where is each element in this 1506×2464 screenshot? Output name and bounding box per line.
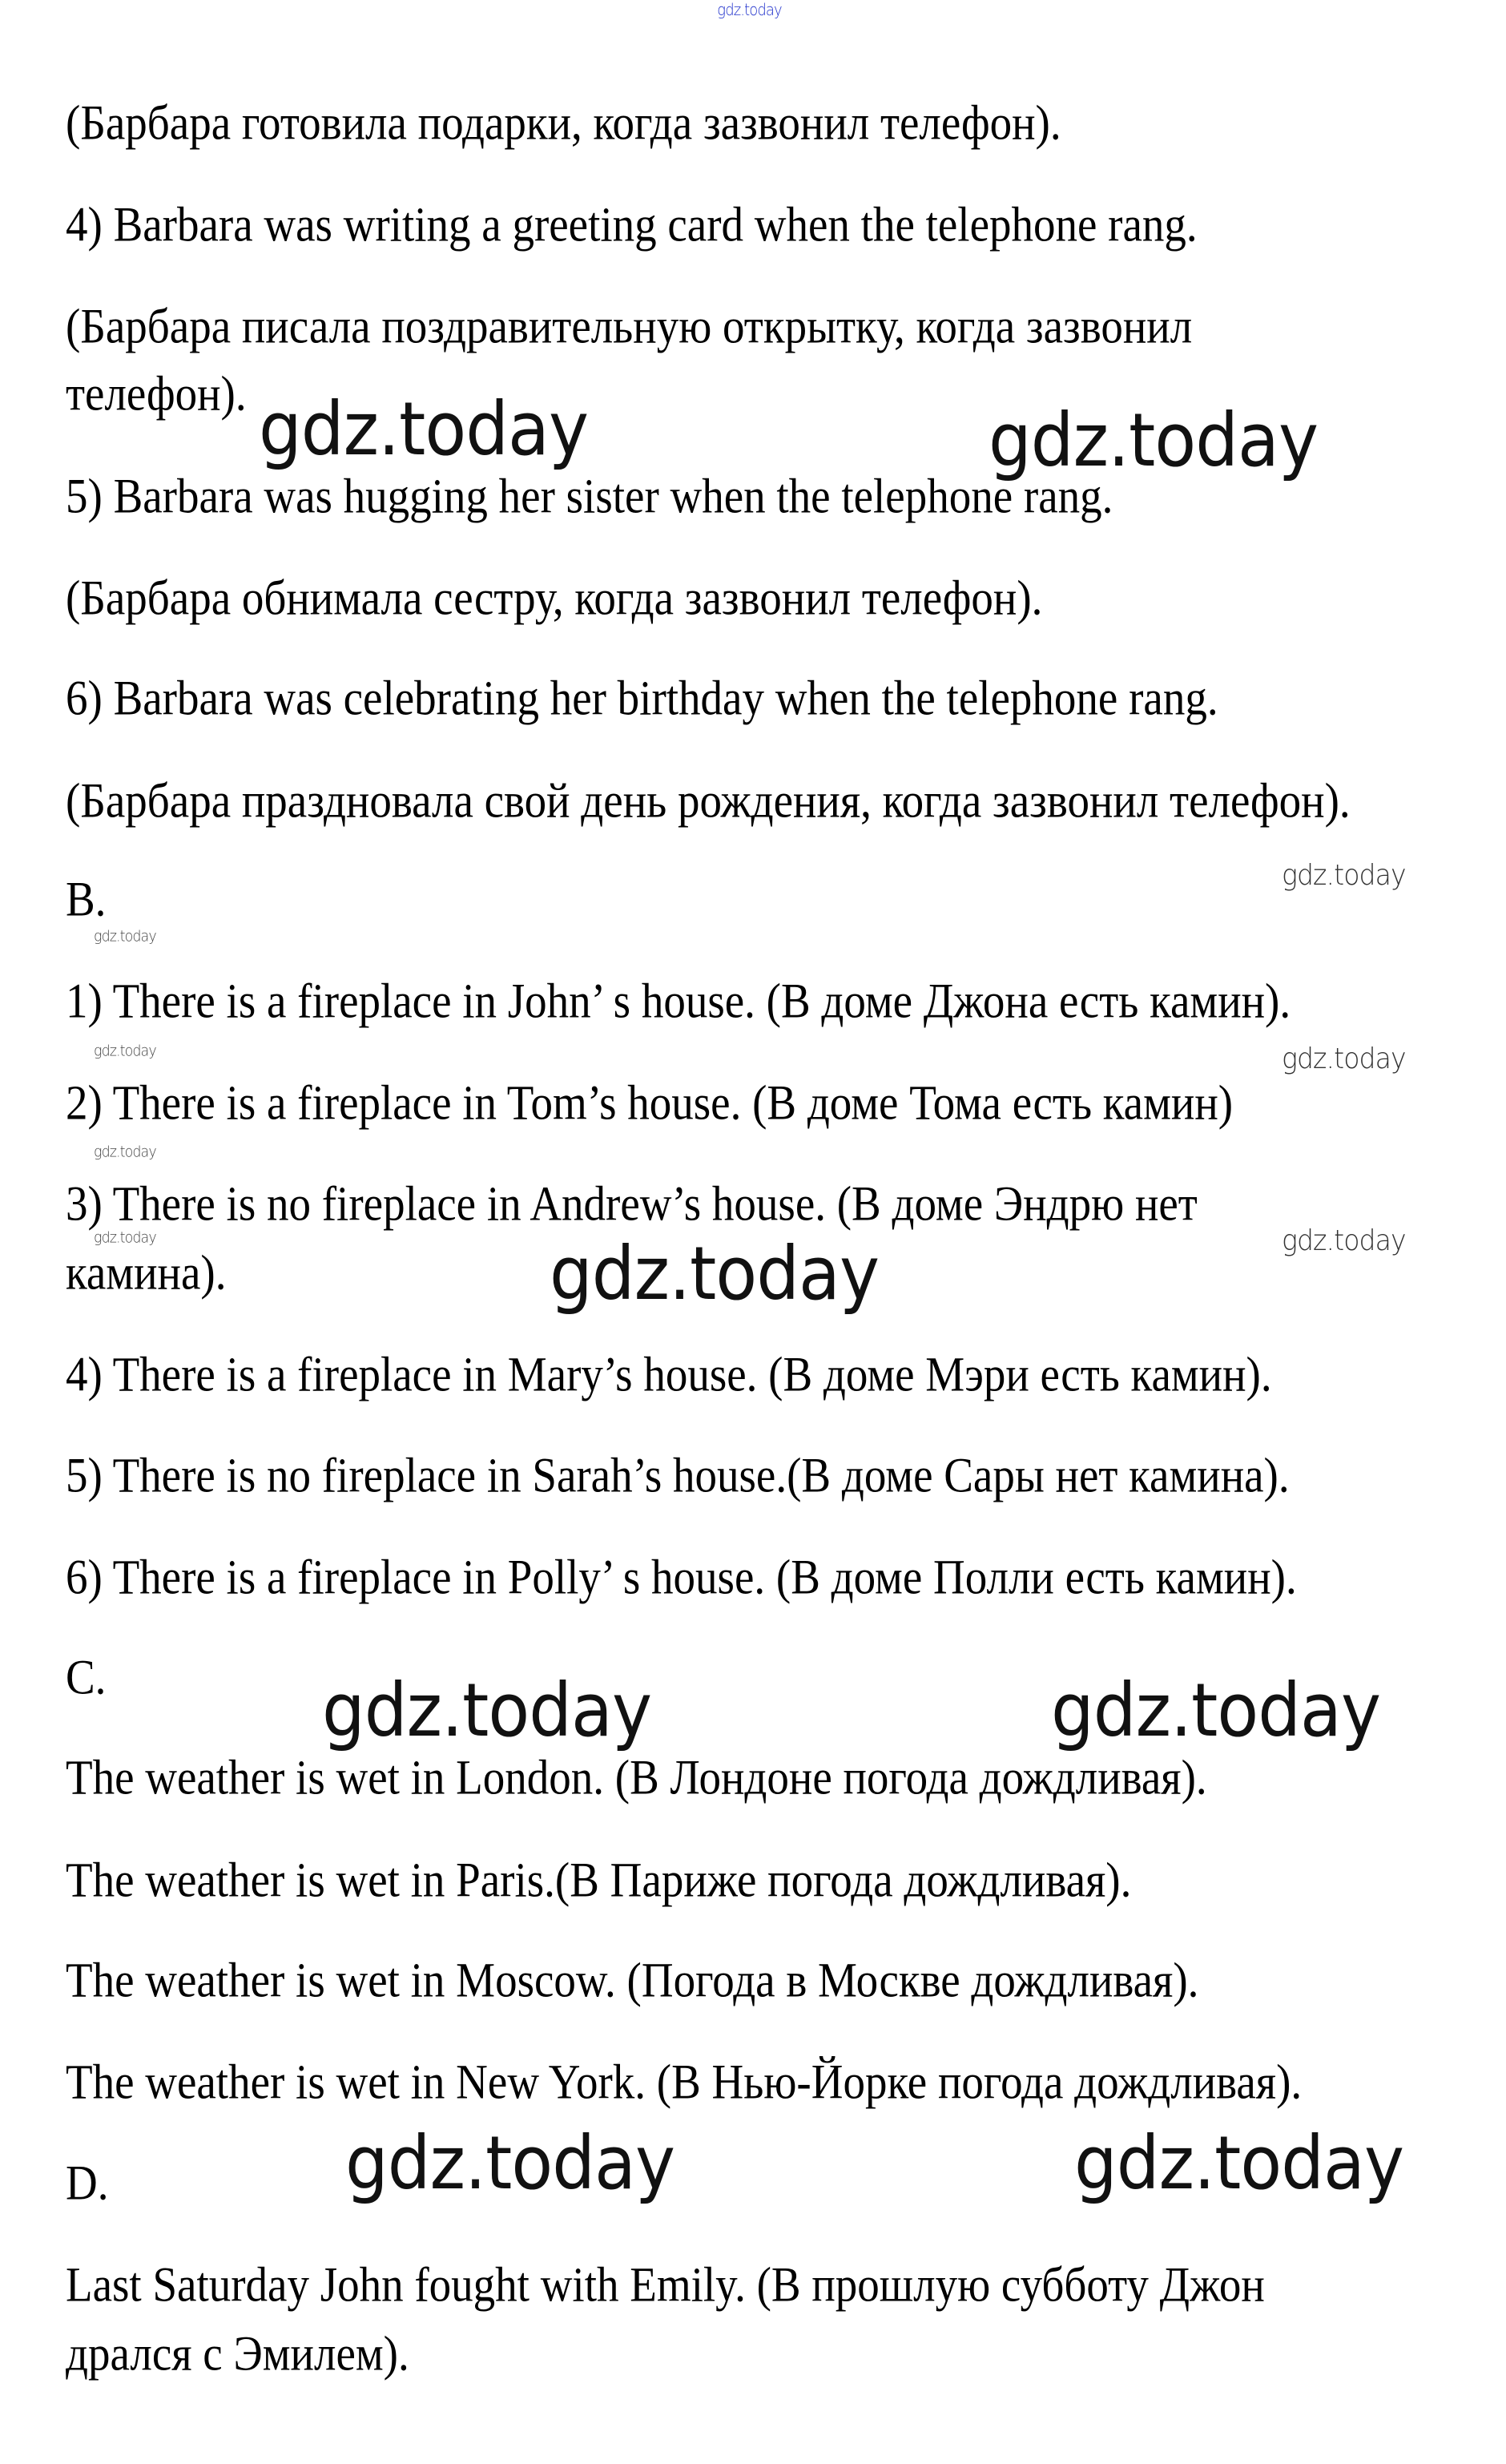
section-heading: B. xyxy=(66,871,107,927)
watermark: gdz.today xyxy=(1074,2120,1404,2206)
text-line: 4) Barbara was writing a greeting card when the telephone rang. xyxy=(66,196,1198,252)
text-line: 6) Barbara was celebrating her birthday when the telephone rang. xyxy=(66,670,1218,726)
watermark: gdz.today xyxy=(1282,859,1406,892)
watermark: gdz.today xyxy=(322,1668,652,1753)
watermark: gdz.today xyxy=(259,386,589,472)
text-line: (Барбара обнимала сестру, когда зазвонил телефон). xyxy=(66,570,1043,626)
watermark: gdz.today xyxy=(94,1228,156,1247)
text-line: (Барбара писала поздравительную открытку, когда зазвонил xyxy=(66,298,1193,354)
text-line: Last Saturday John fought with Emily. (В прошлую субботу Джон xyxy=(66,2256,1265,2313)
text-line: 4) There is a fireplace in Mary’s house. (В доме Мэри есть камин). xyxy=(66,1346,1272,1402)
header-watermark: gdz.today xyxy=(717,0,782,19)
text-line: (Барбара праздновала свой день рождения, когда зазвонил телефон). xyxy=(66,772,1351,829)
text-line: 6) There is a fireplace in Polly’ s house. (В доме Полли есть камин). xyxy=(66,1549,1297,1605)
text-line: (Барбара готовила подарки, когда зазвонил телефон). xyxy=(66,95,1061,151)
watermark: gdz.today xyxy=(94,1143,156,1161)
text-line: 2) There is a fireplace in Tom’s house. (В доме Тома есть камин) xyxy=(66,1075,1234,1131)
watermark: gdz.today xyxy=(1282,1042,1406,1075)
text-line: The weather is wet in New York. (В Нью-Йорке погода дождливая). xyxy=(66,2054,1303,2110)
watermark: gdz.today xyxy=(1282,1224,1406,1257)
section-heading: C. xyxy=(66,1649,107,1705)
text-line: телефон). xyxy=(66,365,247,421)
text-line: 1) There is a fireplace in John’ s house. (В доме Джона есть камин). xyxy=(66,973,1291,1029)
text-line: дрался с Эмилем). xyxy=(66,2325,409,2381)
text-line: The weather is wet in London. (В Лондоне погода дождливая). xyxy=(66,1749,1207,1805)
text-line: камина). xyxy=(66,1244,227,1301)
watermark: gdz.today xyxy=(1051,1668,1381,1753)
watermark: gdz.today xyxy=(94,1042,156,1060)
watermark: gdz.today xyxy=(94,927,156,946)
text-line: 5) There is no fireplace in Sarah’s house.(В доме Сары нет камина). xyxy=(66,1447,1290,1503)
watermark: gdz.today xyxy=(550,1231,880,1317)
text-line: 5) Barbara was hugging her sister when the telephone rang. xyxy=(66,468,1113,524)
text-line: 3) There is no fireplace in Andrew’s house. (В доме Эндрю нет xyxy=(66,1176,1198,1232)
section-heading: D. xyxy=(66,2155,109,2211)
watermark: gdz.today xyxy=(989,397,1319,483)
text-line: The weather is wet in Moscow. (Погода в Москве дождливая). xyxy=(66,1952,1199,2008)
text-line: The weather is wet in Paris.(В Париже погода дождливая). xyxy=(66,1852,1132,1908)
watermark: gdz.today xyxy=(345,2120,675,2206)
